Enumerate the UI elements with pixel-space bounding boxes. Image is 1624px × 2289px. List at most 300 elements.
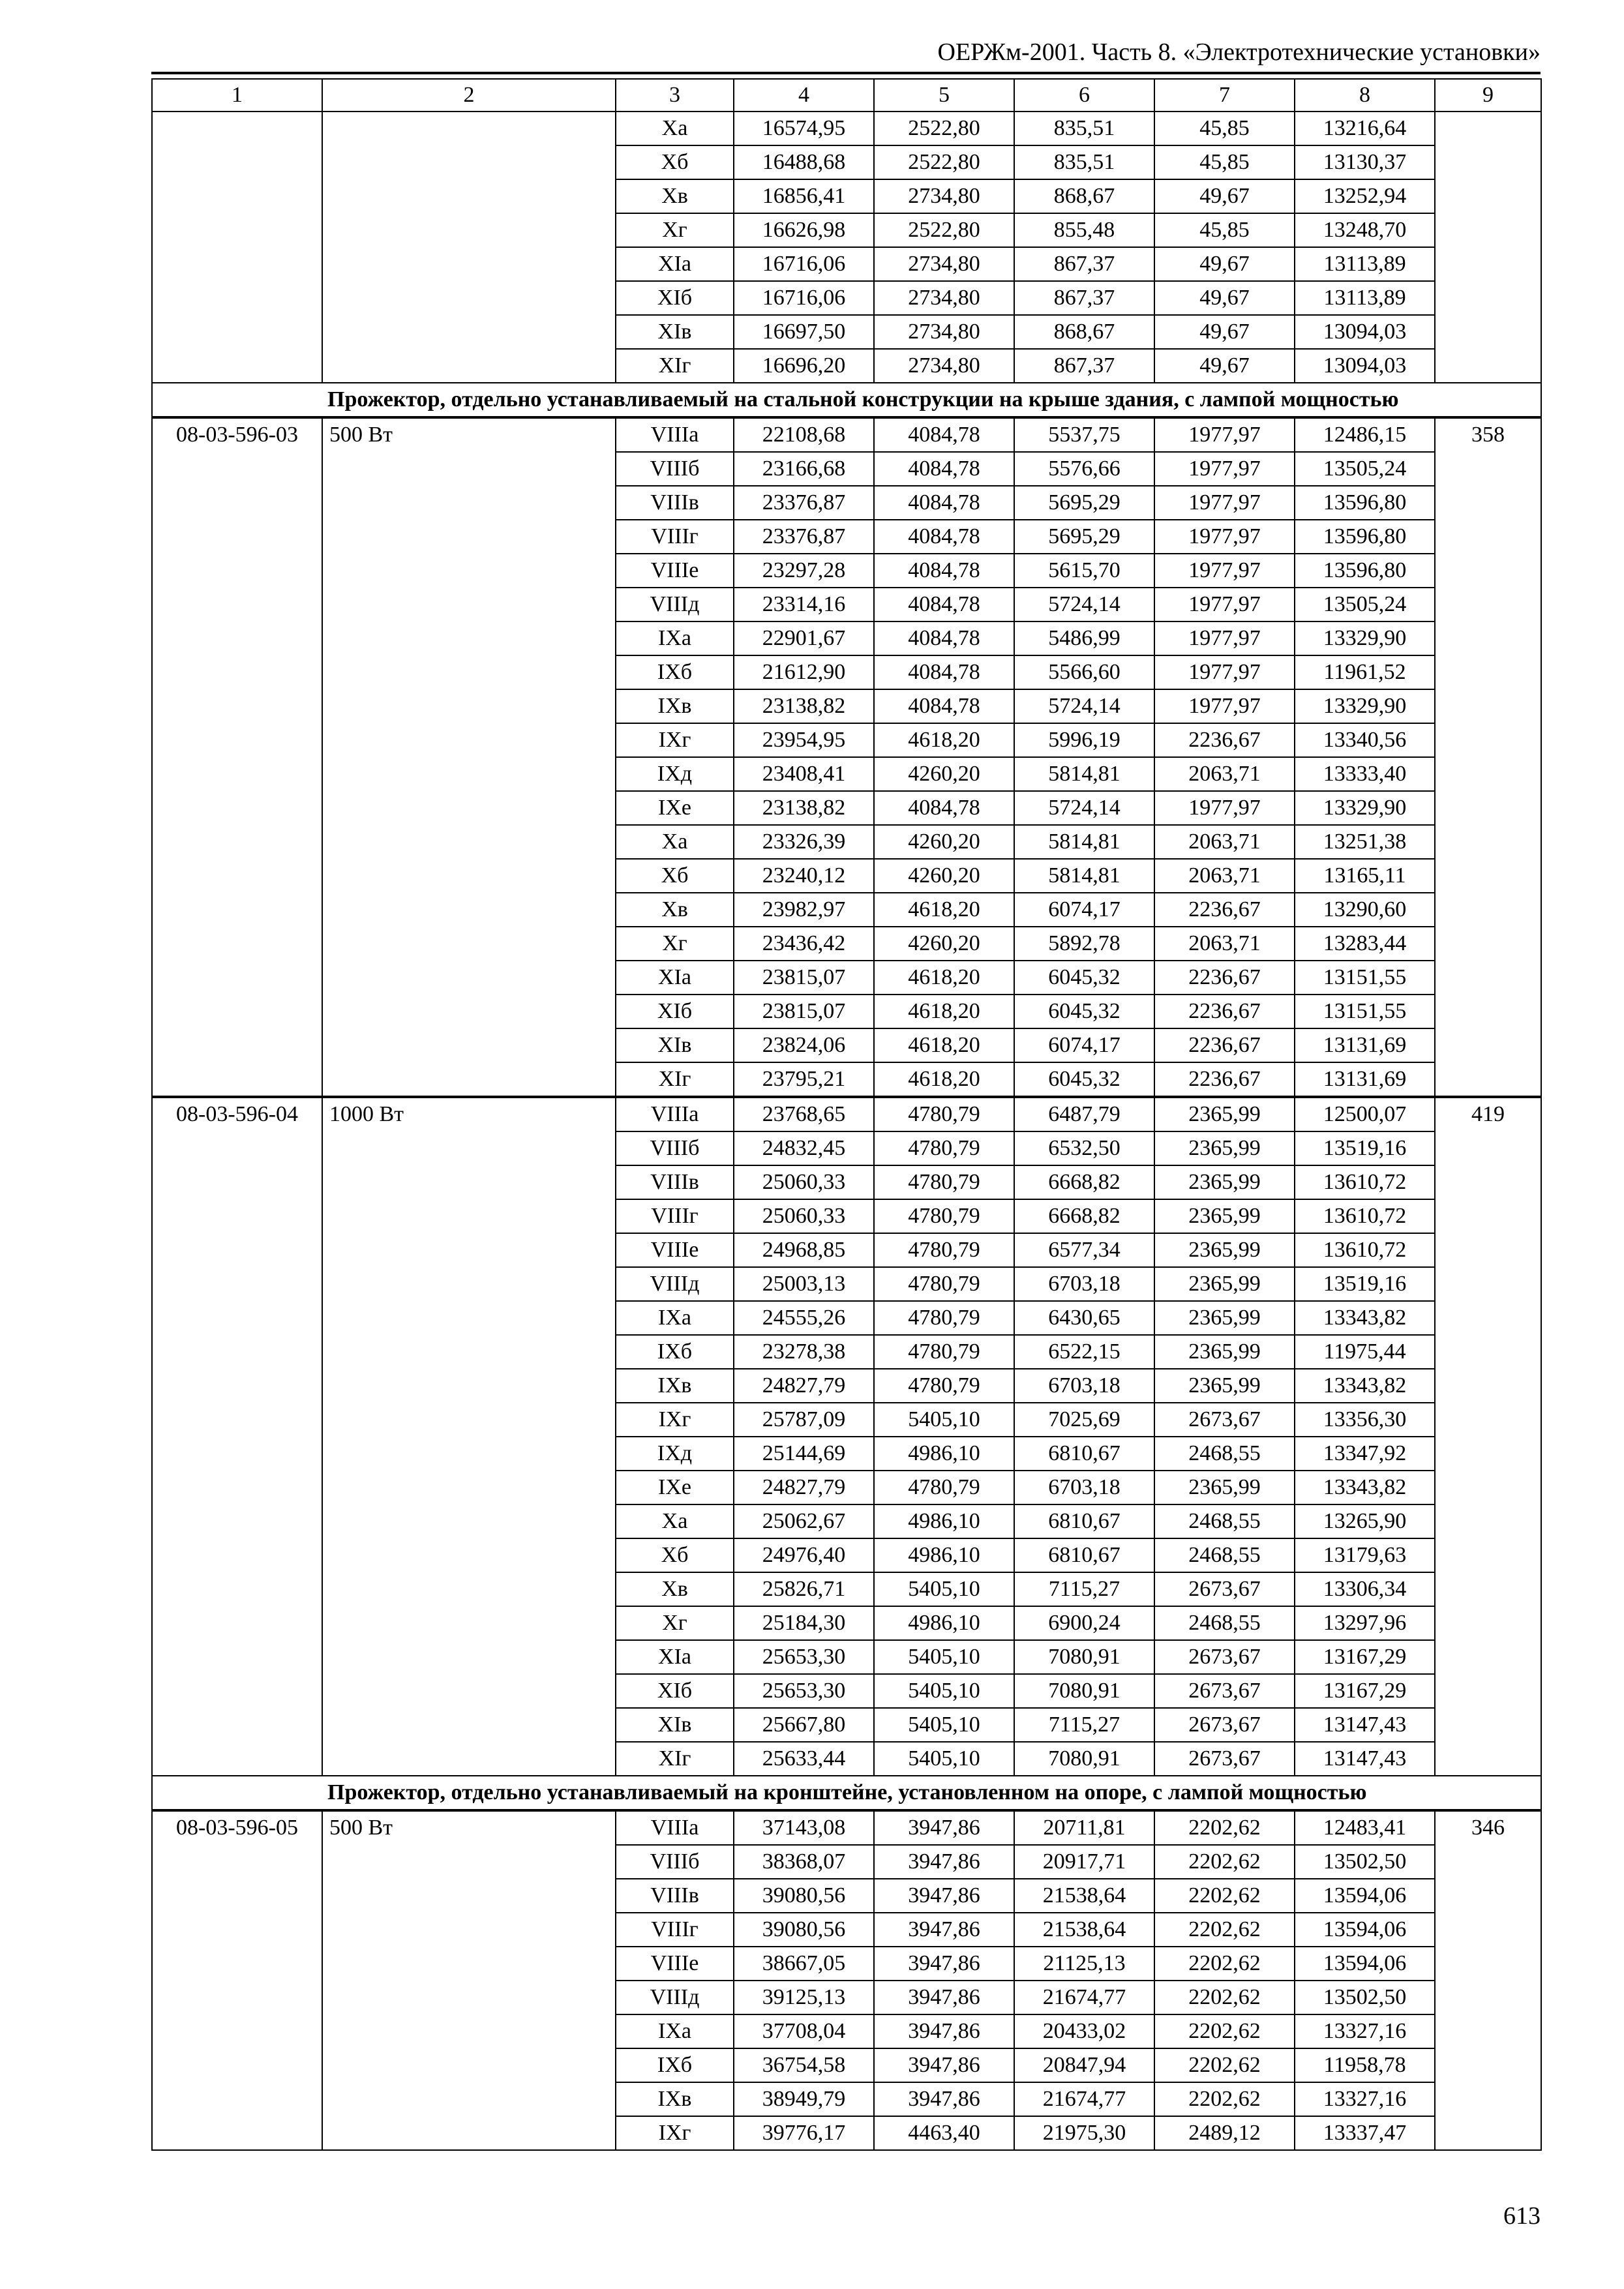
- material-cost: 13147,43: [1295, 1708, 1435, 1742]
- machine-labor-cost: 2673,67: [1154, 1708, 1295, 1742]
- material-cost: 13306,34: [1295, 1572, 1435, 1606]
- machine-cost: 6532,50: [1014, 1131, 1154, 1165]
- machine-labor-cost: 2236,67: [1154, 961, 1295, 995]
- labor-cost: 4260,20: [874, 757, 1014, 791]
- total-cost: 16716,06: [734, 281, 874, 315]
- section-heading: Прожектор, отдельно устанавливаемый на стальной конструкции на крыше здания, с лампой мощностью: [152, 383, 1541, 417]
- machine-cost: 868,67: [1014, 315, 1154, 349]
- total-cost: 23138,82: [734, 689, 874, 723]
- machine-labor-cost: 2673,67: [1154, 1742, 1295, 1776]
- material-cost: 12500,07: [1295, 1097, 1435, 1131]
- zone-code: IXa: [616, 2014, 734, 2048]
- material-cost: 13265,90: [1295, 1504, 1435, 1538]
- material-cost: 13505,24: [1295, 588, 1435, 621]
- machine-cost: 6810,67: [1014, 1538, 1154, 1572]
- machine-cost: 6703,18: [1014, 1471, 1154, 1504]
- labor-cost: 4084,78: [874, 554, 1014, 588]
- machine-cost: 6074,17: [1014, 893, 1154, 927]
- labor-cost: 5405,10: [874, 1403, 1014, 1437]
- material-cost: 13594,06: [1295, 1879, 1435, 1913]
- total-cost: 25653,30: [734, 1640, 874, 1674]
- machine-labor-cost: 2365,99: [1154, 1471, 1295, 1504]
- machine-cost: 867,37: [1014, 349, 1154, 383]
- machine-labor-cost: 2365,99: [1154, 1301, 1295, 1335]
- item-name: 500 Вт: [322, 1810, 616, 2150]
- total-cost: 23240,12: [734, 859, 874, 893]
- total-cost: 22108,68: [734, 417, 874, 452]
- machine-cost: 21125,13: [1014, 1947, 1154, 1981]
- machine-labor-cost: 2673,67: [1154, 1403, 1295, 1437]
- material-cost: 13519,16: [1295, 1131, 1435, 1165]
- machine-cost: 21674,77: [1014, 1981, 1154, 2014]
- machine-cost: 6045,32: [1014, 961, 1154, 995]
- machine-cost: 7080,91: [1014, 1640, 1154, 1674]
- material-cost: 13505,24: [1295, 452, 1435, 486]
- material-cost: 13130,37: [1295, 145, 1435, 179]
- machine-labor-cost: 1977,97: [1154, 554, 1295, 588]
- total-cost: 23314,16: [734, 588, 874, 621]
- zone-code: VIIIe: [616, 554, 734, 588]
- machine-cost: 7025,69: [1014, 1403, 1154, 1437]
- machine-labor-cost: 2236,67: [1154, 893, 1295, 927]
- zone-code: VIIIг: [616, 1199, 734, 1233]
- machine-cost: 20433,02: [1014, 2014, 1154, 2048]
- material-cost: 12483,41: [1295, 1810, 1435, 1845]
- labor-cost: 4780,79: [874, 1369, 1014, 1403]
- machine-cost: 867,37: [1014, 247, 1154, 281]
- total-cost: 23824,06: [734, 1028, 874, 1062]
- machine-cost: 21975,30: [1014, 2116, 1154, 2150]
- item-code: 08-03-596-03: [152, 417, 322, 1097]
- machine-labor-cost: 2365,99: [1154, 1097, 1295, 1131]
- column-number-row: [152, 79, 1541, 112]
- header-rule: [151, 72, 1541, 74]
- labor-cost: 4463,40: [874, 2116, 1014, 2150]
- zone-code: XIв: [616, 1028, 734, 1062]
- machine-cost: 6668,82: [1014, 1165, 1154, 1199]
- zone-code: IXб: [616, 2048, 734, 2082]
- machine-cost: 6430,65: [1014, 1301, 1154, 1335]
- table-body: [152, 79, 1541, 2150]
- machine-labor-cost: 1977,97: [1154, 791, 1295, 825]
- machine-labor-cost: 2673,67: [1154, 1572, 1295, 1606]
- total-cost: 24555,26: [734, 1301, 874, 1335]
- labor-cost: 3947,86: [874, 1913, 1014, 1947]
- labor-cost: 4618,20: [874, 1062, 1014, 1097]
- labor-cost: 4618,20: [874, 723, 1014, 757]
- machine-labor-cost: 49,67: [1154, 281, 1295, 315]
- zone-code: IXб: [616, 1335, 734, 1369]
- total-cost: 25144,69: [734, 1437, 874, 1471]
- machine-labor-cost: 2365,99: [1154, 1199, 1295, 1233]
- machine-cost: 6810,67: [1014, 1437, 1154, 1471]
- material-cost: 13502,50: [1295, 1845, 1435, 1879]
- machine-labor-cost: 2063,71: [1154, 927, 1295, 961]
- labor-cost: 4780,79: [874, 1471, 1014, 1504]
- item-rate: 419: [1435, 1097, 1541, 1776]
- material-cost: 13519,16: [1295, 1267, 1435, 1301]
- machine-labor-cost: 2468,55: [1154, 1538, 1295, 1572]
- machine-labor-cost: 1977,97: [1154, 588, 1295, 621]
- labor-cost: 2522,80: [874, 112, 1014, 145]
- item-name: 500 Вт: [322, 417, 616, 1097]
- labor-cost: 4084,78: [874, 417, 1014, 452]
- zone-code: VIIIв: [616, 486, 734, 520]
- machine-labor-cost: 45,85: [1154, 112, 1295, 145]
- total-cost: 21612,90: [734, 655, 874, 689]
- machine-cost: 6045,32: [1014, 1062, 1154, 1097]
- zone-code: XIг: [616, 1062, 734, 1097]
- labor-cost: 4260,20: [874, 859, 1014, 893]
- material-cost: 13248,70: [1295, 213, 1435, 247]
- zone-code: Xб: [616, 145, 734, 179]
- machine-cost: 5486,99: [1014, 621, 1154, 655]
- machine-cost: 7080,91: [1014, 1742, 1154, 1776]
- table-row: [152, 1810, 1541, 1845]
- machine-cost: 855,48: [1014, 213, 1154, 247]
- labor-cost: 2522,80: [874, 213, 1014, 247]
- table-row: [152, 112, 1541, 145]
- page-number: 613: [1503, 2202, 1541, 2230]
- machine-cost: 5724,14: [1014, 588, 1154, 621]
- machine-cost: 867,37: [1014, 281, 1154, 315]
- material-cost: 13343,82: [1295, 1369, 1435, 1403]
- total-cost: 37708,04: [734, 2014, 874, 2048]
- zone-code: Xa: [616, 112, 734, 145]
- zone-code: VIIIa: [616, 1097, 734, 1131]
- zone-code: IXг: [616, 723, 734, 757]
- total-cost: 23166,68: [734, 452, 874, 486]
- total-cost: 23278,38: [734, 1335, 874, 1369]
- labor-cost: 4084,78: [874, 655, 1014, 689]
- zone-code: XIг: [616, 1742, 734, 1776]
- total-cost: 23138,82: [734, 791, 874, 825]
- zone-code: VIIIб: [616, 1131, 734, 1165]
- zone-code: XIв: [616, 315, 734, 349]
- machine-cost: 5576,66: [1014, 452, 1154, 486]
- total-cost: 23436,42: [734, 927, 874, 961]
- machine-cost: 20917,71: [1014, 1845, 1154, 1879]
- labor-cost: 4780,79: [874, 1233, 1014, 1267]
- zone-code: Xг: [616, 1606, 734, 1640]
- material-cost: 13337,47: [1295, 2116, 1435, 2150]
- total-cost: 25184,30: [734, 1606, 874, 1640]
- machine-cost: 5996,19: [1014, 723, 1154, 757]
- machine-cost: 868,67: [1014, 179, 1154, 213]
- total-cost: 23795,21: [734, 1062, 874, 1097]
- machine-labor-cost: 45,85: [1154, 213, 1295, 247]
- machine-labor-cost: 49,67: [1154, 315, 1295, 349]
- zone-code: VIIIд: [616, 1267, 734, 1301]
- total-cost: 23815,07: [734, 961, 874, 995]
- page-header-title: ОЕРЖм-2001. Часть 8. «Электротехнические установки»: [937, 38, 1541, 66]
- zone-code: IXa: [616, 621, 734, 655]
- material-cost: 11958,78: [1295, 2048, 1435, 2082]
- labor-cost: 4084,78: [874, 520, 1014, 554]
- machine-labor-cost: 2202,62: [1154, 1981, 1295, 2014]
- machine-cost: 21538,64: [1014, 1913, 1154, 1947]
- labor-cost: 3947,86: [874, 1810, 1014, 1845]
- labor-cost: 2734,80: [874, 247, 1014, 281]
- machine-labor-cost: 1977,97: [1154, 655, 1295, 689]
- machine-labor-cost: 2202,62: [1154, 1913, 1295, 1947]
- labor-cost: 4260,20: [874, 927, 1014, 961]
- labor-cost: 4618,20: [874, 961, 1014, 995]
- total-cost: 23954,95: [734, 723, 874, 757]
- total-cost: 38667,05: [734, 1947, 874, 1981]
- labor-cost: 2522,80: [874, 145, 1014, 179]
- material-cost: 11961,52: [1295, 655, 1435, 689]
- machine-cost: 20711,81: [1014, 1810, 1154, 1845]
- zone-code: VIIIд: [616, 1981, 734, 2014]
- machine-cost: 5566,60: [1014, 655, 1154, 689]
- material-cost: 13610,72: [1295, 1199, 1435, 1233]
- machine-labor-cost: 2236,67: [1154, 1028, 1295, 1062]
- total-cost: 23326,39: [734, 825, 874, 859]
- item-rate: 346: [1435, 1810, 1541, 2150]
- zone-code: Xa: [616, 1504, 734, 1538]
- machine-labor-cost: 2236,67: [1154, 1062, 1295, 1097]
- labor-cost: 4986,10: [874, 1504, 1014, 1538]
- total-cost: 22901,67: [734, 621, 874, 655]
- column-number: 9: [1435, 79, 1541, 112]
- total-cost: 39776,17: [734, 2116, 874, 2150]
- total-cost: 38949,79: [734, 2082, 874, 2116]
- zone-code: Xв: [616, 1572, 734, 1606]
- zone-code: XIб: [616, 1674, 734, 1708]
- zone-code: IXe: [616, 791, 734, 825]
- total-cost: 23376,87: [734, 486, 874, 520]
- total-cost: 38368,07: [734, 1845, 874, 1879]
- zone-code: IXв: [616, 2082, 734, 2116]
- labor-cost: 4084,78: [874, 452, 1014, 486]
- labor-cost: 3947,86: [874, 1947, 1014, 1981]
- zone-code: IXг: [616, 2116, 734, 2150]
- labor-cost: 4780,79: [874, 1199, 1014, 1233]
- section-heading-row: [152, 1776, 1541, 1810]
- zone-code: IXa: [616, 1301, 734, 1335]
- zone-code: VIIIб: [616, 1845, 734, 1879]
- machine-cost: 5814,81: [1014, 859, 1154, 893]
- labor-cost: 4084,78: [874, 588, 1014, 621]
- material-cost: 13502,50: [1295, 1981, 1435, 2014]
- material-cost: 13147,43: [1295, 1742, 1435, 1776]
- labor-cost: 2734,80: [874, 315, 1014, 349]
- total-cost: 36754,58: [734, 2048, 874, 2082]
- item-code: 08-03-596-04: [152, 1097, 322, 1776]
- labor-cost: 3947,86: [874, 1879, 1014, 1913]
- total-cost: 24832,45: [734, 1131, 874, 1165]
- machine-labor-cost: 1977,97: [1154, 417, 1295, 452]
- zone-code: XIa: [616, 961, 734, 995]
- machine-cost: 5615,70: [1014, 554, 1154, 588]
- section-heading: Прожектор, отдельно устанавливаемый на кронштейне, установленном на опоре, с лампой мощностью: [152, 1776, 1541, 1810]
- material-cost: 13216,64: [1295, 112, 1435, 145]
- machine-cost: 5695,29: [1014, 486, 1154, 520]
- table-row: [152, 417, 1541, 452]
- zone-code: XIa: [616, 1640, 734, 1674]
- material-cost: 13343,82: [1295, 1301, 1435, 1335]
- material-cost: 13113,89: [1295, 281, 1435, 315]
- machine-labor-cost: 2202,62: [1154, 1845, 1295, 1879]
- material-cost: 13343,82: [1295, 1471, 1435, 1504]
- column-number: 5: [874, 79, 1014, 112]
- total-cost: 25060,33: [734, 1199, 874, 1233]
- machine-labor-cost: 2365,99: [1154, 1335, 1295, 1369]
- machine-labor-cost: 2063,71: [1154, 859, 1295, 893]
- zone-code: IXв: [616, 689, 734, 723]
- machine-cost: 5537,75: [1014, 417, 1154, 452]
- labor-cost: 3947,86: [874, 1981, 1014, 2014]
- labor-cost: 4780,79: [874, 1131, 1014, 1165]
- column-number: 6: [1014, 79, 1154, 112]
- column-number: 4: [734, 79, 874, 112]
- item-name: [322, 112, 616, 383]
- price-table: [151, 78, 1542, 2151]
- material-cost: 13610,72: [1295, 1233, 1435, 1267]
- material-cost: 13347,92: [1295, 1437, 1435, 1471]
- labor-cost: 4084,78: [874, 621, 1014, 655]
- material-cost: 13327,16: [1295, 2082, 1435, 2116]
- zone-code: Xб: [616, 859, 734, 893]
- zone-code: XIa: [616, 247, 734, 281]
- machine-labor-cost: 2468,55: [1154, 1437, 1295, 1471]
- machine-cost: 5892,78: [1014, 927, 1154, 961]
- material-cost: 13596,80: [1295, 554, 1435, 588]
- machine-labor-cost: 1977,97: [1154, 621, 1295, 655]
- labor-cost: 5405,10: [874, 1674, 1014, 1708]
- material-cost: 13327,16: [1295, 2014, 1435, 2048]
- total-cost: 39080,56: [734, 1913, 874, 1947]
- item-rate: [1435, 112, 1541, 383]
- machine-labor-cost: 1977,97: [1154, 486, 1295, 520]
- machine-labor-cost: 2202,62: [1154, 2048, 1295, 2082]
- total-cost: 23815,07: [734, 995, 874, 1028]
- material-cost: 13594,06: [1295, 1913, 1435, 1947]
- column-number: 2: [322, 79, 616, 112]
- machine-cost: 5724,14: [1014, 689, 1154, 723]
- material-cost: 13167,29: [1295, 1674, 1435, 1708]
- machine-cost: 835,51: [1014, 145, 1154, 179]
- machine-cost: 5814,81: [1014, 825, 1154, 859]
- machine-labor-cost: 2673,67: [1154, 1674, 1295, 1708]
- material-cost: 13596,80: [1295, 486, 1435, 520]
- zone-code: Xa: [616, 825, 734, 859]
- zone-code: XIб: [616, 281, 734, 315]
- zone-code: VIIIa: [616, 1810, 734, 1845]
- machine-labor-cost: 1977,97: [1154, 520, 1295, 554]
- total-cost: 16696,20: [734, 349, 874, 383]
- total-cost: 16716,06: [734, 247, 874, 281]
- zone-code: IXв: [616, 1369, 734, 1403]
- labor-cost: 4986,10: [874, 1606, 1014, 1640]
- machine-labor-cost: 2202,62: [1154, 1810, 1295, 1845]
- material-cost: 13113,89: [1295, 247, 1435, 281]
- total-cost: 23376,87: [734, 520, 874, 554]
- machine-labor-cost: 2489,12: [1154, 2116, 1295, 2150]
- machine-cost: 6522,15: [1014, 1335, 1154, 1369]
- machine-labor-cost: 45,85: [1154, 145, 1295, 179]
- total-cost: 25653,30: [734, 1674, 874, 1708]
- material-cost: 13283,44: [1295, 927, 1435, 961]
- labor-cost: 5405,10: [874, 1640, 1014, 1674]
- labor-cost: 3947,86: [874, 2014, 1014, 2048]
- zone-code: VIIIг: [616, 1913, 734, 1947]
- total-cost: 16856,41: [734, 179, 874, 213]
- total-cost: 16626,98: [734, 213, 874, 247]
- material-cost: 13329,90: [1295, 791, 1435, 825]
- machine-labor-cost: 2202,62: [1154, 1879, 1295, 1913]
- total-cost: 25060,33: [734, 1165, 874, 1199]
- column-number: 3: [616, 79, 734, 112]
- machine-labor-cost: 49,67: [1154, 349, 1295, 383]
- zone-code: VIIIб: [616, 452, 734, 486]
- table-row: [152, 1097, 1541, 1131]
- zone-code: VIIIe: [616, 1233, 734, 1267]
- labor-cost: 4780,79: [874, 1301, 1014, 1335]
- material-cost: 13251,38: [1295, 825, 1435, 859]
- labor-cost: 5405,10: [874, 1708, 1014, 1742]
- machine-cost: 6703,18: [1014, 1369, 1154, 1403]
- material-cost: 13610,72: [1295, 1165, 1435, 1199]
- total-cost: 23297,28: [734, 554, 874, 588]
- machine-labor-cost: 2365,99: [1154, 1233, 1295, 1267]
- column-number: 8: [1295, 79, 1435, 112]
- zone-code: VIIIд: [616, 588, 734, 621]
- material-cost: 13094,03: [1295, 349, 1435, 383]
- total-cost: 16574,95: [734, 112, 874, 145]
- section-heading-row: [152, 383, 1541, 417]
- labor-cost: 3947,86: [874, 2048, 1014, 2082]
- zone-code: IXг: [616, 1403, 734, 1437]
- material-cost: 13356,30: [1295, 1403, 1435, 1437]
- machine-cost: 6900,24: [1014, 1606, 1154, 1640]
- total-cost: 24827,79: [734, 1471, 874, 1504]
- labor-cost: 5405,10: [874, 1572, 1014, 1606]
- material-cost: 13094,03: [1295, 315, 1435, 349]
- material-cost: 13252,94: [1295, 179, 1435, 213]
- zone-code: Xг: [616, 927, 734, 961]
- labor-cost: 3947,86: [874, 2082, 1014, 2116]
- material-cost: 13131,69: [1295, 1062, 1435, 1097]
- zone-code: Xб: [616, 1538, 734, 1572]
- zone-code: VIIIг: [616, 520, 734, 554]
- machine-labor-cost: 2468,55: [1154, 1504, 1295, 1538]
- machine-labor-cost: 2365,99: [1154, 1369, 1295, 1403]
- material-cost: 13290,60: [1295, 893, 1435, 927]
- labor-cost: 4986,10: [874, 1538, 1014, 1572]
- machine-labor-cost: 2236,67: [1154, 995, 1295, 1028]
- labor-cost: 4084,78: [874, 689, 1014, 723]
- material-cost: 13596,80: [1295, 520, 1435, 554]
- machine-labor-cost: 49,67: [1154, 247, 1295, 281]
- material-cost: 11975,44: [1295, 1335, 1435, 1369]
- labor-cost: 4084,78: [874, 486, 1014, 520]
- total-cost: 24968,85: [734, 1233, 874, 1267]
- machine-labor-cost: 2468,55: [1154, 1606, 1295, 1640]
- machine-labor-cost: 2365,99: [1154, 1131, 1295, 1165]
- material-cost: 13167,29: [1295, 1640, 1435, 1674]
- machine-labor-cost: 2202,62: [1154, 1947, 1295, 1981]
- machine-cost: 6487,79: [1014, 1097, 1154, 1131]
- total-cost: 25826,71: [734, 1572, 874, 1606]
- machine-cost: 6703,18: [1014, 1267, 1154, 1301]
- machine-cost: 835,51: [1014, 112, 1154, 145]
- material-cost: 13329,90: [1295, 621, 1435, 655]
- machine-cost: 5695,29: [1014, 520, 1154, 554]
- machine-labor-cost: 2673,67: [1154, 1640, 1295, 1674]
- labor-cost: 4780,79: [874, 1097, 1014, 1131]
